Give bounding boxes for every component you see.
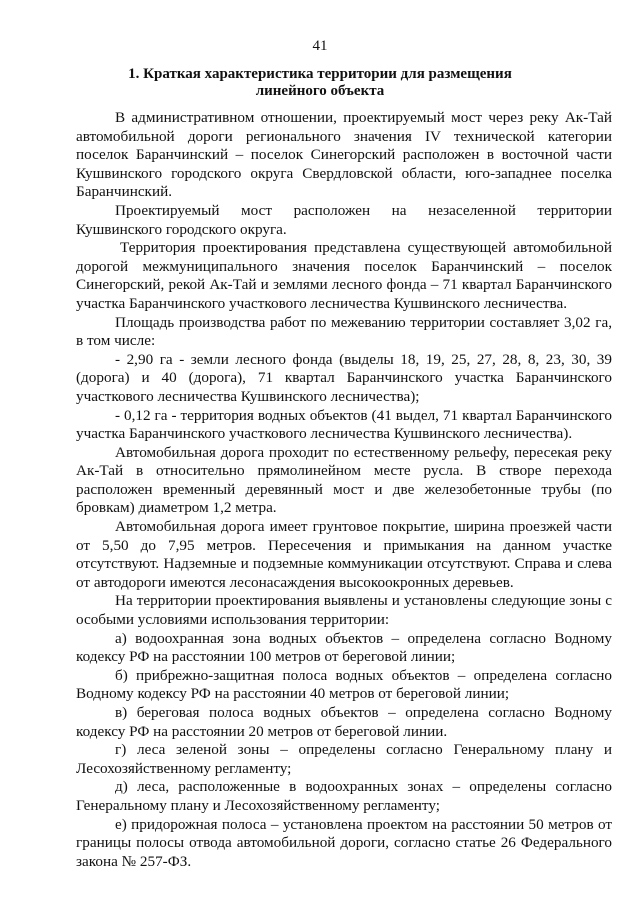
paragraph-work-area: Площадь производства работ по межеванию территории составляет 3,02 га, в том числе: [76, 313, 612, 350]
section-heading-line-2: линейного объекта [255, 83, 385, 99]
list-item-zone-d: г) леса зеленой зоны – определены согласно Генеральному плану и Лесохозяйственному регламенту; [76, 741, 612, 777]
paragraph-special-zones: На территории проектирования выявлены и установлены следующие зоны с особыми условиями использования территории: [76, 592, 612, 629]
paragraph-road-surface: Автомобильная дорога имеет грунтовое покрытие, ширина проезжей части от 5,50 до 7,95 метров. Пересечения и примыкания на данном участке отсутствуют. Надземные и подземные коммуникации отсутствуют. Справа и слева от автодороги имеются лесонасаждения высокоокронных деревьев. [76, 518, 612, 591]
list-item-forest-land: - 2,90 га - земли лесного фонда (выделы 18, 19, 25, 27, 28, 8, 23, 30, 39 (дорога) и 40 (дорога), 71 квартал Баранчинского участка Баранчинского участкового лесничества Кушвинского лесничества); [76, 350, 612, 405]
list-item-zone-c: в) береговая полоса водных объектов – определена согласно Водному кодексу РФ на расстоянии 20 метров от береговой линии. [76, 704, 612, 740]
section-heading-line-1: 1. Краткая характеристика территории для размещения [128, 66, 512, 82]
paragraph-administrative-location: В административном отношении, проектируемый мост через реку Ак-Тай автомобильной дороги регионального значения IV технической категории поселок Баранчинский – поселок Синегорский расположен в восточной части Кушвинского городского округа Свердловской области, юго-западнее поселка Баранчинский. [76, 109, 612, 201]
list-item-zone-a: а) водоохранная зона водных объектов – определена согласно Водному кодексу РФ на расстоянии 100 метров от береговой линии; [76, 629, 612, 666]
paragraph-road-relief: Автомобильная дорога проходит по естественному рельефу, пересекая реку Ак-Тай в относительно прямолинейном месте русла. В створе перехода расположен временный деревянный мост и две железобетонные трубы (по бровкам) диаметром 1,2 метра. [76, 443, 612, 517]
page-number: 41 [312, 38, 328, 54]
list-item-zone-e: д) леса, расположенные в водоохранных зонах – определены согласно Генеральному плану и Лесохозяйственному регламенту; [76, 778, 612, 814]
paragraph-bridge-location: Проектируемый мост расположен на незаселенной территории Кушвинского городского округа. [76, 201, 612, 238]
list-item-water-objects: - 0,12 га - территория водных объектов (41 выдел, 71 квартал Баранчинского участка Баранчинского участкового лесничества Кушвинского лесничества). [76, 406, 612, 443]
list-item-zone-f: е) придорожная полоса – установлена проектом на расстоянии 50 метров от границы полосы отвода автомобильной дороги, согласно статье 26 Федерального закона № 257-ФЗ. [76, 815, 612, 870]
paragraph-design-territory: Территория проектирования представлена существующей автомобильной дорогой межмуниципального значения поселок Баранчинский – поселок Синегорский, рекой Ак-Тай и землями лесного фонда – 71 квартал Баранчинского участка Баранчинского участкового лесничества Кушвинского лесничества. [76, 239, 612, 312]
list-item-zone-b: б) прибрежно-защитная полоса водных объектов – определена согласно Водному кодексу РФ на расстоянии 40 метров от береговой линии; [76, 666, 612, 703]
section-heading [110, 66, 530, 100]
body-text [76, 109, 612, 871]
